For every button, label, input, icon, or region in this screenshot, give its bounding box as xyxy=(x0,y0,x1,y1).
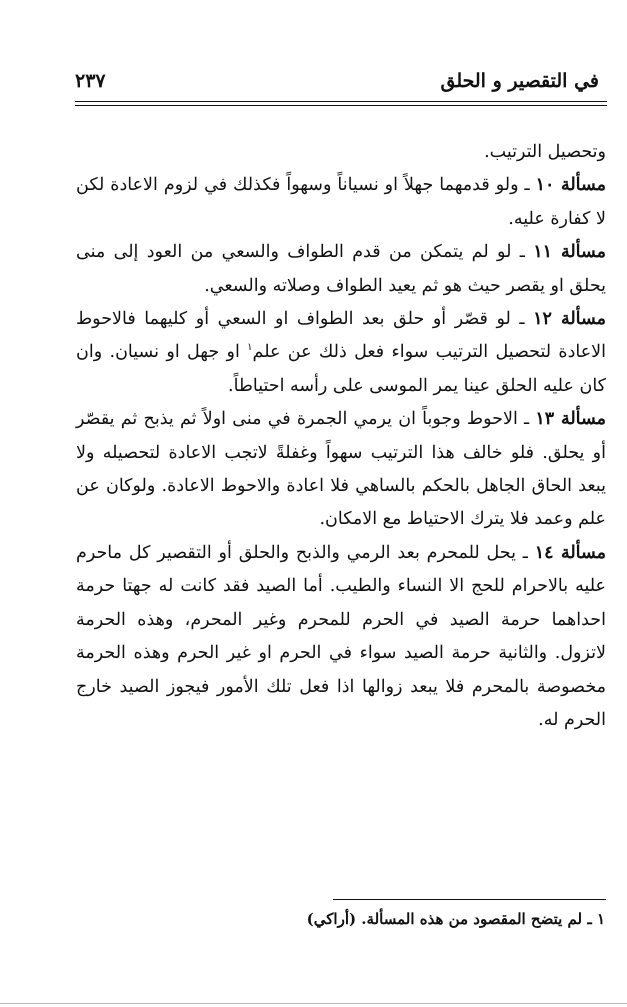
footnote: ١ ـ لم يتضح المقصود من هذه المسألة. (أراكي) xyxy=(306,910,605,928)
header-rule-lower xyxy=(75,105,607,106)
body-text xyxy=(76,136,606,737)
paragraph-continuation: وتحصيل الترتيب. xyxy=(484,142,606,162)
scan-edge xyxy=(0,1003,627,1004)
running-header-title: في التقصير و الحلق xyxy=(440,70,599,92)
header-rule-upper xyxy=(75,101,607,102)
paragraph-mas-12: مسألة ١٢ ـ لو قصّر أو حلق بعد الطواف او السعي أو كليهما فالاحوط الاعادة لتحصيل الترتيب سواء فعل ذلك عن علم$^١$ او جهل او نسيان. وان كان عليه الحلق عينا يمر الموسى على رأسه احتياطاً. xyxy=(76,309,606,396)
footnote-separator xyxy=(333,899,606,900)
footnote-marker: ١ xyxy=(247,342,253,354)
page-number: ٢٣٧ xyxy=(75,70,106,92)
paragraph-mas-13: مسألة ١٣ ـ الاحوط وجوباً ان يرمي الجمرة في منى اولاً ثم يذبح ثم يقصّر أو يحلق. فلو خالف هذا الترتيب سهواً وغفلةً لاتجب الاعادة لتحصيله ولا يبعد الحاق الجاهل بالحكم بالساهي فلا اعادة والاحوط الاعادة. ولوكان عن علم وعمد فلا يترك الاحتياط مع الامكان. xyxy=(76,409,606,530)
issue-number-11: مسألة ١١ xyxy=(533,242,607,263)
issue-number-14: مسألة ١٤ xyxy=(534,542,606,563)
issue-number-10: مسألة ١٠ xyxy=(535,175,606,196)
issue-number-12: مسألة ١٢ xyxy=(533,309,606,330)
paragraph-mas-14: مسألة ١٤ ـ يحل للمحرم بعد الرمي والذبح والحلق أو التقصير كل ماحرم عليه بالاحرام للحج الا النساء والطيب. أما الصيد فقد كانت له جهتا حرمة احداهما حرمة الصيد في الحرم للمحرم وغير المحرم، وهذه الحرمة لاتزول. والثانية حرمة الصيد سواء في الحرم او غير الحرم وهذه الحرمة مخصوصة بالمحرم فلا يبعد زوالها اذا فعل تلك الأمور فيجوز الصيد خارج الحرم له. xyxy=(76,542,606,730)
paragraph-mas-11: مسألة ١١ ـ لو لم يتمكن من قدم الطواف والسعي من العود إلى منى يحلق او يقصر حيث هو ثم يعيد الطواف وصلاته والسعي. xyxy=(76,242,607,296)
paragraph-mas-10: مسألة ١٠ ـ ولو قدمهما جهلاً او نسياناً وسهواً فكذلك في لزوم الاعادة لكن لا كفارة عليه. xyxy=(76,175,606,229)
issue-number-13: مسألة ١٣ xyxy=(535,409,606,430)
